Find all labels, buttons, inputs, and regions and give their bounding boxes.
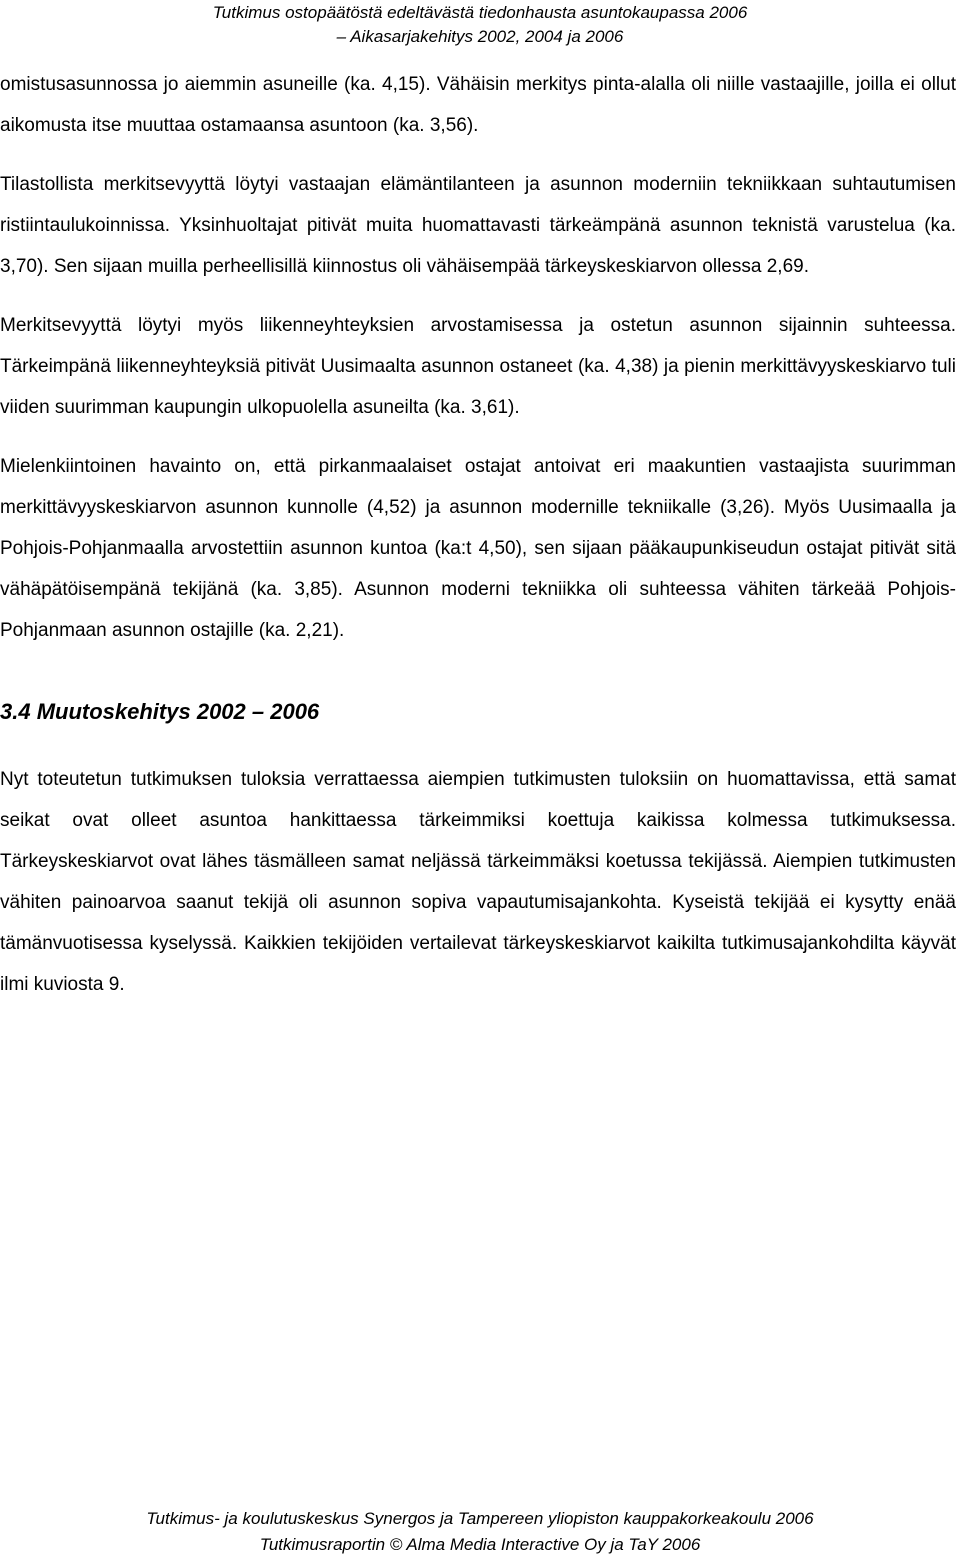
paragraph-1: omistusasunnossa jo aiemmin asuneille (ka. 4,15). Vähäisin merkitys pinta-alalla oli niille vastaajille, joilla ei ollut aikomusta itse muuttaa ostamaansa asuntoon (ka. 3,56). [0, 74, 956, 136]
header-title: Tutkimus ostopäätöstä edeltävästä tiedonhausta asuntokaupassa 2006 [212, 3, 748, 22]
header-subtitle: – Aikasarjakehitys 2002, 2004 ja 2006 [336, 27, 624, 46]
section-heading: 3.4 Muutoskehitys 2002 – 2006 [0, 699, 320, 724]
section-paragraph: Nyt toteutetun tutkimuksen tuloksia verrattaessa aiempien tutkimusten tuloksiin on huomattavissa, että samat seikat ovat olleet asuntoa hankittaessa tärkeimmiksi koettuja kaikissa kolmessa tutkimuksessa. Tärkeyskeskiarvot ovat lähes täsmälleen samat neljässä tärkeimmäksi koetussa tekijässä. Aiempien tutkimusten vähiten painoarvoa saanut tekijä oli asunnon sopiva vapautumisajankohta. Kyseistä tekijää ei kysytty enää tämänvuotisessa kyselyssä. Kaikkien tekijöiden vertailevat tärkeyskeskiarvot kaikilta tutkimusajankohdilta käyvät ilmi kuviosta 9. [0, 769, 956, 995]
page-header [0, 0, 960, 49]
paragraph-4: Mielenkiintoinen havainto on, että pirkanmaalaiset ostajat antoivat eri maakuntien vastaajista suurimman merkittävyyskeskiarvon asunnon kunnolle (4,52) ja asunnon modernille tekniikalle (3,26). Myös Uusimaalla ja Pohjois-Pohjanmaalla arvostettiin asunnon kuntoa (ka:t 4,50), sen sijaan pääkaupunkiseudun ostajat pitivät sitä vähäpätöisempänä tekijänä (ka. 3,85). Asunnon moderni tekniikka oli suhteessa vähiten tärkeää Pohjois-Pohjanmaan asunnon ostajille (ka. 2,21). [0, 456, 956, 641]
page-footer [0, 1506, 960, 1558]
footer-copyright: Tutkimusraportin © Alma Media Interactive Oy ja TaY 2006 [259, 1535, 701, 1554]
footer-institution: Tutkimus- ja koulutuskeskus Synergos ja Tampereen yliopiston kauppakorkeakoulu 2006 [146, 1509, 814, 1528]
paragraph-2: Tilastollista merkitsevyyttä löytyi vastaajan elämäntilanteen ja asunnon moderniin tekniikkaan suhtautumisen ristiintaulukoinnissa. Yksinhuoltajat pitivät muita huomattavasti tärkeämpänä asunnon teknistä varustelua (ka. 3,70). Sen sijaan muilla perheellisillä kiinnostus oli vähäisempää tärkeyskeskiarvon ollessa 2,69. [0, 174, 956, 277]
paragraph-3: Merkitsevyyttä löytyi myös liikenneyhteyksien arvostamisessa ja ostetun asunnon sijainnin suhteessa. Tärkeimpänä liikenneyhteyksiä pitivät Uusimaalta asunnon ostaneet (ka. 4,38) ja pienin merkittävyyskeskiarvo tuli viiden suurimman kaupungin ulkopuolella asuneilta (ka. 3,61). [0, 315, 956, 418]
document-body [0, 64, 956, 1005]
